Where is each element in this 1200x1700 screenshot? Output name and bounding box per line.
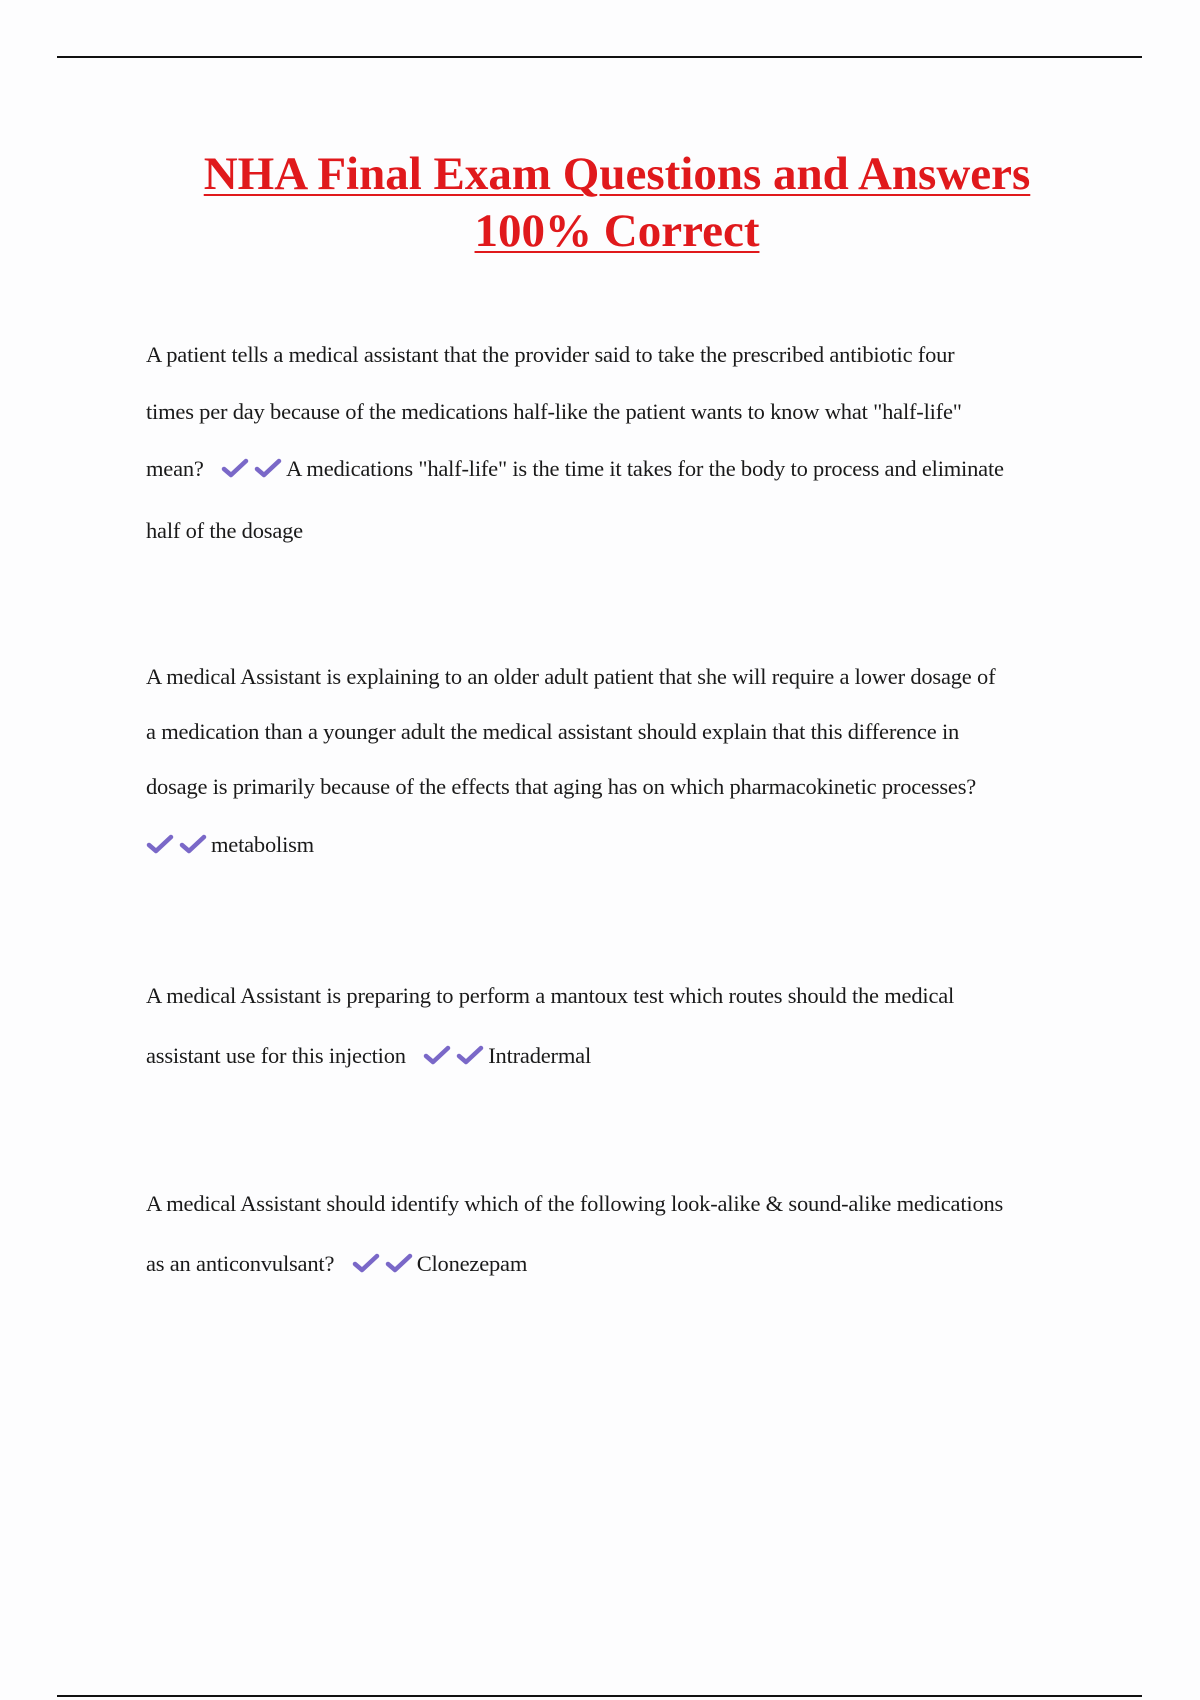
checkmark-icon — [254, 457, 282, 479]
checkmark-icon — [146, 833, 174, 855]
checkmark-icon — [423, 1044, 451, 1066]
question-line: a medication than a younger adult the medical assistant should explain that this difference in — [146, 719, 960, 744]
question-line: assistant use for this injection — [146, 1043, 406, 1068]
page-title — [0, 146, 1200, 260]
double-check-icons — [146, 833, 209, 861]
question-answer-line — [146, 1043, 591, 1072]
question-line: times per day because of the medications half-like the patient wants to know what "half-life" — [146, 399, 962, 424]
double-check-icons — [352, 1252, 415, 1280]
question-line: mean? — [146, 456, 204, 481]
answer-continuation: half of the dosage — [146, 518, 303, 543]
question-line: A medical Assistant should identify which of the following look-alike & sound-alike medications — [146, 1191, 1004, 1216]
checkmark-icon — [221, 457, 249, 479]
double-check-icons — [423, 1044, 486, 1072]
checkmark-icon — [385, 1252, 413, 1274]
question-line: A medical Assistant is preparing to perform a mantoux test which routes should the medical — [146, 983, 955, 1008]
checkmark-icon — [179, 833, 207, 855]
question-line: A patient tells a medical assistant that the provider said to take the prescribed antibiotic four — [146, 342, 955, 367]
answer-text: Intradermal — [488, 1043, 591, 1068]
title-line-1: NHA Final Exam Questions and Answers — [203, 148, 1031, 200]
bottom-rule — [57, 1695, 1142, 1697]
checkmark-icon — [456, 1044, 484, 1066]
answer-text: Clonezepam — [416, 1251, 528, 1276]
double-check-icons — [221, 457, 284, 485]
answer-line — [146, 832, 314, 861]
title-line-2: 100% Correct — [474, 205, 760, 257]
question-line: A medical Assistant is explaining to an older adult patient that she will require a lower dosage of — [146, 664, 996, 689]
checkmark-icon — [352, 1252, 380, 1274]
answer-text: metabolism — [211, 832, 314, 857]
question-line: dosage is primarily because of the effects that aging has on which pharmacokinetic processes? — [146, 774, 977, 799]
top-rule — [57, 56, 1142, 58]
question-answer-line — [146, 456, 1004, 485]
question-line: as an anticonvulsant? — [146, 1251, 335, 1276]
answer-text: A medications "half-life" is the time it takes for the body to process and eliminate — [286, 456, 1004, 481]
question-answer-line — [146, 1251, 527, 1280]
